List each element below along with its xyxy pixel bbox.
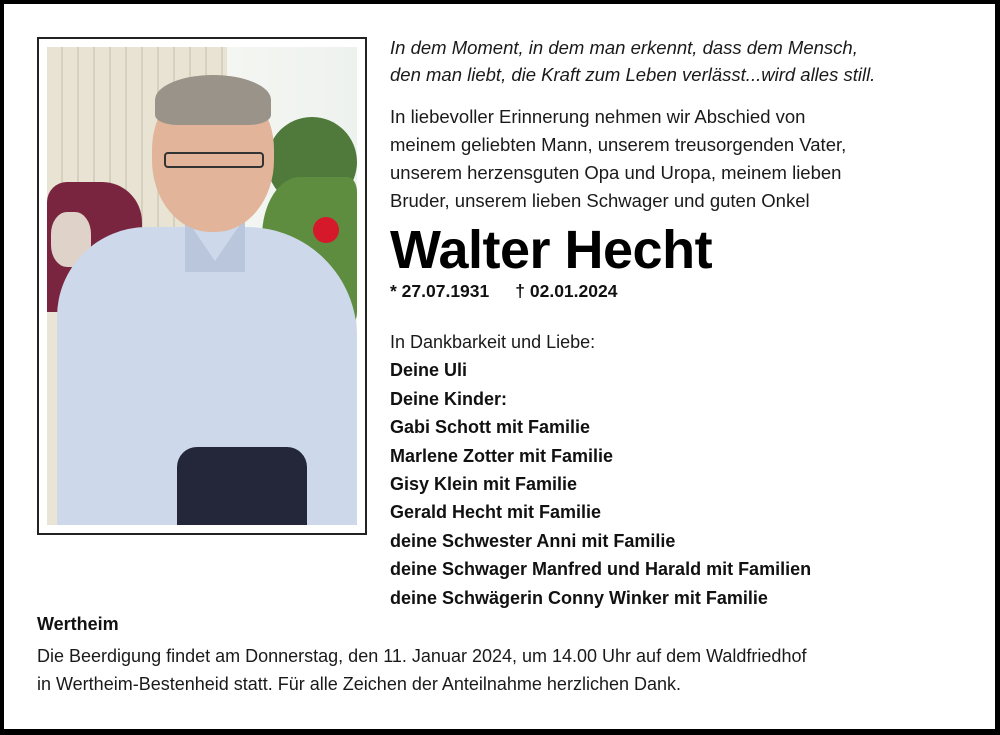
intro-line: In liebevoller Erinnerung nehmen wir Abschied von [390, 106, 806, 127]
mourner: Gerald Hecht mit Familie [390, 502, 602, 523]
mourner: deine Schwägerin Conny Winker mit Familie [390, 587, 768, 608]
intro-line: Bruder, unserem lieben Schwager und guten Onkel [390, 190, 810, 211]
death-date: † 02.01.2024 [515, 281, 618, 301]
obituary-text [390, 34, 980, 612]
intro-line: unserem herzensguten Opa und Uropa, meinem lieben [390, 162, 842, 183]
intro-line: meinem geliebten Mann, unserem treusorgenden Vater, [390, 134, 847, 155]
location: Wertheim [37, 614, 119, 634]
hair [155, 75, 271, 125]
funeral-line: Die Beerdigung findet am Donnerstag, den 11. Januar 2024, um 14.00 Uhr auf dem Waldfriedhof [37, 646, 807, 666]
mourners-lead: In Dankbarkeit und Liebe: [390, 332, 596, 352]
funeral-line: in Wertheim-Bestenheid statt. Für alle Zeichen der Anteilnahme herzlichen Dank. [37, 674, 681, 694]
mourner: Gabi Schott mit Familie [390, 417, 591, 438]
birth-date: * 27.07.1931 [390, 281, 490, 301]
memorial-quote [390, 34, 980, 88]
trousers [177, 447, 307, 525]
mourners-list [390, 328, 980, 612]
mourner: Deine Uli [390, 360, 468, 381]
portrait-photo [47, 47, 357, 525]
mourner: Marlene Zotter mit Familie [390, 445, 614, 466]
red-flower [313, 217, 339, 243]
obituary-card [4, 4, 995, 729]
mourner: deine Schwager Manfred und Harald mit Familien [390, 559, 812, 580]
life-dates [390, 279, 980, 303]
glasses [164, 152, 264, 168]
quote-line: In dem Moment, in dem man erkennt, dass dem Mensch, [390, 37, 858, 58]
funeral-notice [37, 642, 977, 698]
mourner: Gisy Klein mit Familie [390, 474, 578, 495]
portrait-frame [37, 37, 367, 535]
mourner: deine Schwester Anni mit Familie [390, 530, 676, 551]
quote-line: den man liebt, die Kraft zum Leben verlässt...wird alles still. [390, 64, 876, 85]
farewell-intro [390, 103, 980, 215]
mourner: Deine Kinder: [390, 388, 508, 409]
deceased-name: Walter Hecht [390, 220, 713, 280]
